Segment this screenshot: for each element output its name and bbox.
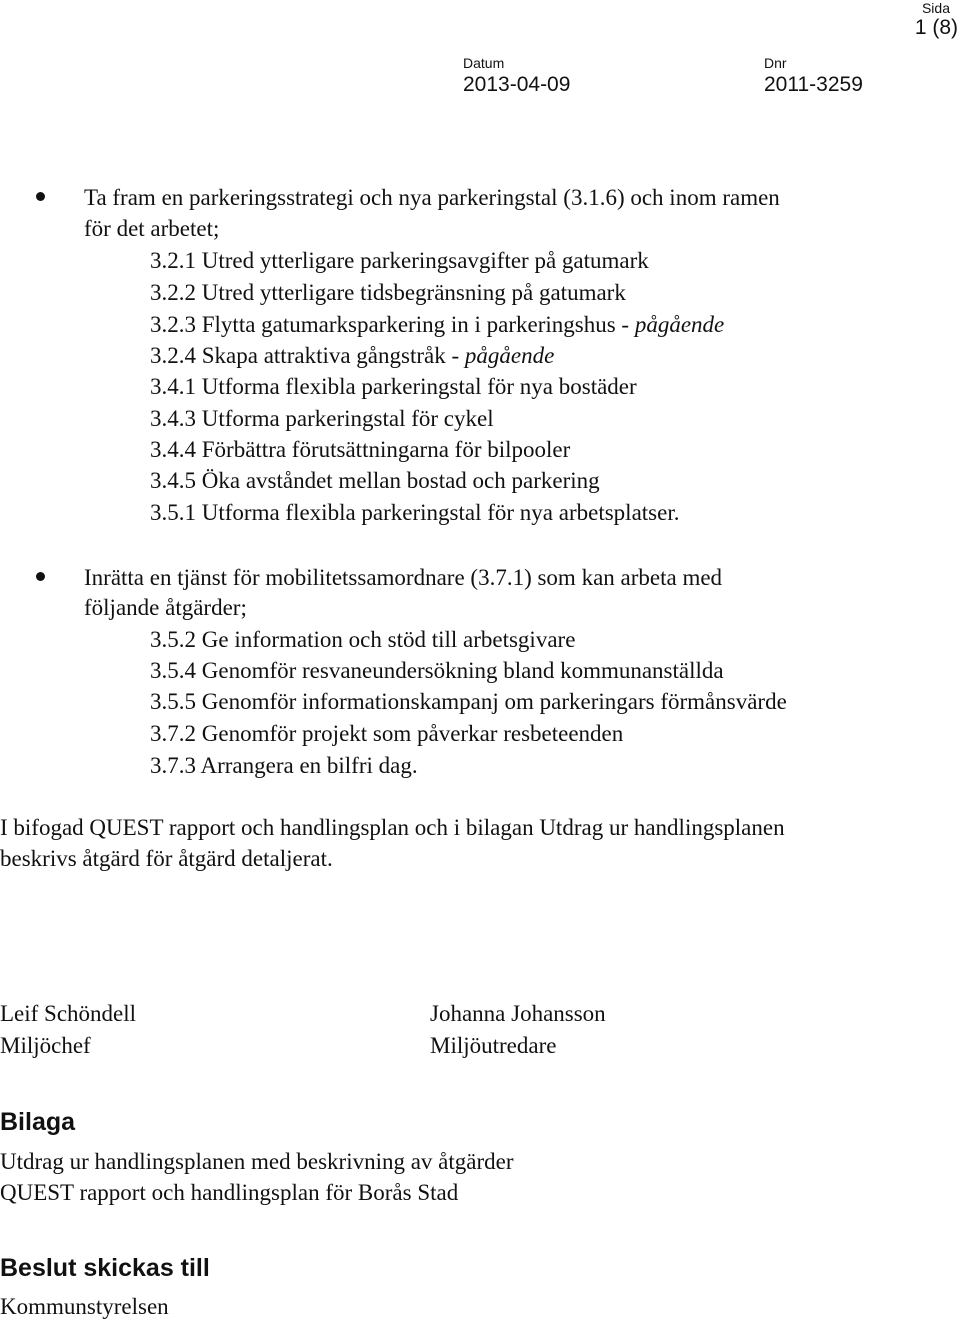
signatory-name: Leif Schöndell [0,1001,137,1026]
bullet-icon [36,192,45,201]
action-item: 3.4.5 Öka avståndet mellan bostad och parkering [150,468,600,493]
action-item [150,342,554,370]
action-item [150,311,724,339]
action-item: 3.2.1 Utred ytterligare parkeringsavgifter på gatumark [150,248,649,273]
signatory-title: Miljöchef [0,1033,91,1058]
recipient-item: Kommunstyrelsen [0,1294,169,1319]
action-item: 3.5.2 Ge information och stöd till arbetsgivare [150,627,576,652]
action-item: 3.5.1 Utforma flexibla parkeringstal för nya arbetsplatser. [150,500,680,525]
action-item-text: 3.2.3 Flytta gatumarksparkering in i parkeringshus - [150,312,630,337]
action-item: 3.4.4 Förbättra förutsättningarna för bilpooler [150,437,571,462]
action-item: 3.2.2 Utred ytterligare tidsbegränsning på gatumark [150,280,626,305]
action-item-text: 3.2.4 Skapa attraktiva gångstråk - [150,343,460,368]
summary-line1: I bifogad QUEST rapport och handlingsplan och i bilagan Utdrag ur handlingsplanen [0,815,785,840]
attachment-item: QUEST rapport och handlingsplan för Borås Stad [0,1180,459,1205]
action-item: 3.4.1 Utforma flexibla parkeringstal för nya bostäder [150,374,637,399]
action-item: 3.5.4 Genomför resvaneundersökning bland kommunanställda [150,658,724,683]
bullet2-intro-line1: Inrätta en tjänst för mobilitetssamordnare (3.7.1) som kan arbeta med [84,565,723,590]
bullet1-intro-line1: Ta fram en parkeringsstrategi och nya parkeringstal (3.1.6) och inom ramen [84,185,780,210]
action-item: 3.5.5 Genomför informationskampanj om parkeringars förmånsvärde [150,689,787,714]
date-label: Datum [463,55,505,71]
page-number: 1 (8) [914,16,958,39]
action-item: 3.7.2 Genomför projekt som påverkar resbeteenden [150,721,624,746]
bullet2-intro-line2: följande åtgärder; [84,595,247,620]
signatory-title: Miljöutredare [430,1033,557,1058]
date-value: 2013-04-09 [463,73,571,96]
status-ongoing: pågående [634,312,725,337]
summary-line2: beskrivs åtgärd för åtgärd detaljerat. [0,846,333,871]
bullet-icon [36,572,45,581]
action-item: 3.7.3 Arrangera en bilfri dag. [150,753,418,778]
dnr-label: Dnr [764,55,787,71]
dnr-value: 2011-3259 [764,73,863,96]
bullet1-intro-line2: för det arbetet; [84,216,220,241]
signatory-name: Johanna Johansson [430,1001,606,1026]
page-label: Sida [921,0,950,16]
action-item: 3.4.3 Utforma parkeringstal för cykel [150,406,494,431]
recipients-heading: Beslut skickas till [0,1254,210,1282]
attachment-item: Utdrag ur handlingsplanen med beskrivning av åtgärder [0,1149,514,1174]
status-ongoing: pågående [464,343,555,368]
attachments-heading: Bilaga [0,1108,76,1136]
